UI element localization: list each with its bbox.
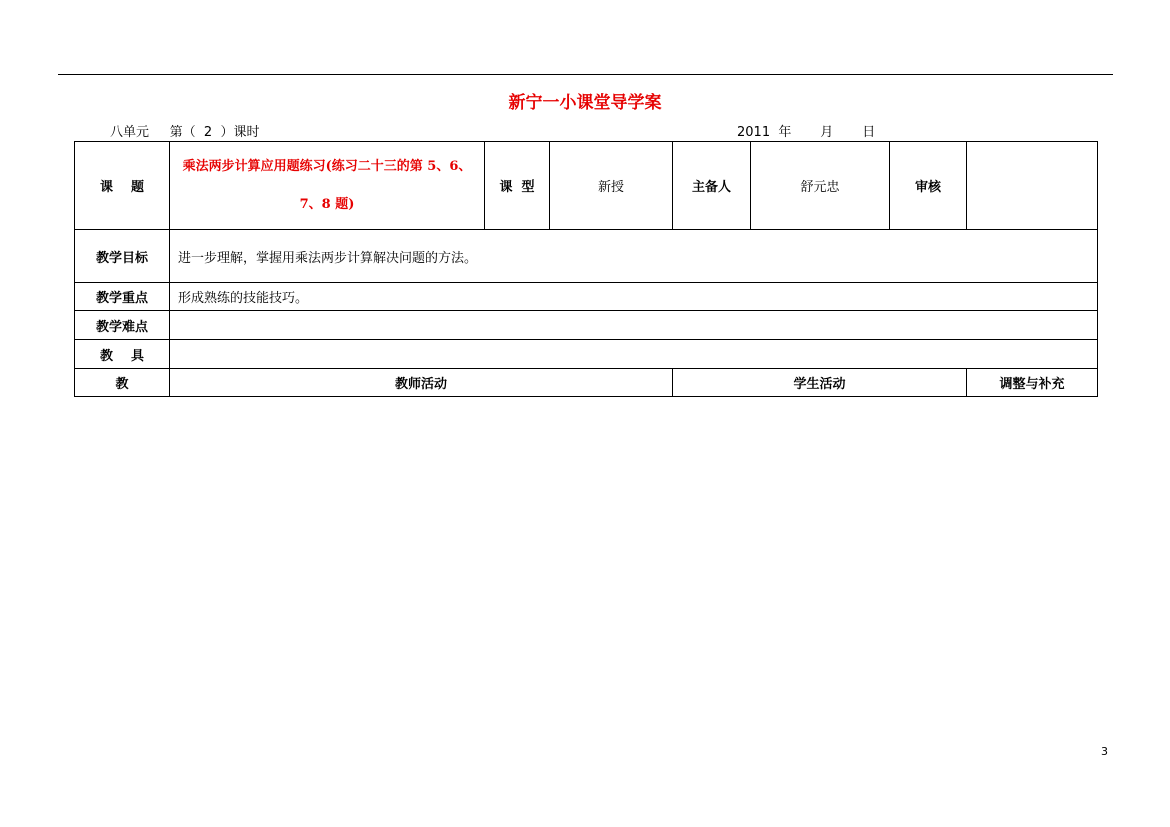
difficulty-value [170,311,1098,340]
type-label: 课 型 [485,142,550,230]
tools-value [170,340,1098,369]
lead-value: 舒元忠 [751,142,890,230]
table-row [75,230,1098,283]
date-line: 2011 年 月 日 [737,125,876,140]
activity-header-row [75,369,1098,397]
page-number: 3 [1101,745,1108,758]
key-point-value: 形成熟练的技能技巧。 [170,283,1098,311]
lead-label: 主备人 [673,142,751,230]
unit-lesson-line: 八单元 第（ 2 ）课时 [110,125,260,140]
objective-label: 教学目标 [75,230,170,283]
objective-value: 进一步理解，掌握用乘法两步计算解决问题的方法。 [170,230,1098,283]
student-activity-header: 学生活动 [673,369,967,397]
table-row [75,340,1098,369]
review-value [967,142,1098,230]
key-point-label: 教学重点 [75,283,170,311]
adjustment-header: 调整与补充 [967,369,1098,397]
table-row [75,283,1098,311]
type-value: 新授 [550,142,673,230]
header-rule [58,74,1113,75]
review-label: 审核 [890,142,967,230]
document-title: 新宁一小课堂导学案 [508,93,662,113]
topic-value: 乘法两步计算应用题练习(练习二十三的第 5、6、7、8 题) [170,142,485,230]
tools-label: 教 具 [75,340,170,369]
difficulty-label: 教学难点 [75,311,170,340]
header-row [75,142,1098,230]
table-row [75,311,1098,340]
lesson-plan-table [74,141,1098,397]
teacher-activity-header: 教师活动 [170,369,673,397]
teach-column-header: 教 [75,369,170,397]
topic-label: 课 题 [75,142,170,230]
